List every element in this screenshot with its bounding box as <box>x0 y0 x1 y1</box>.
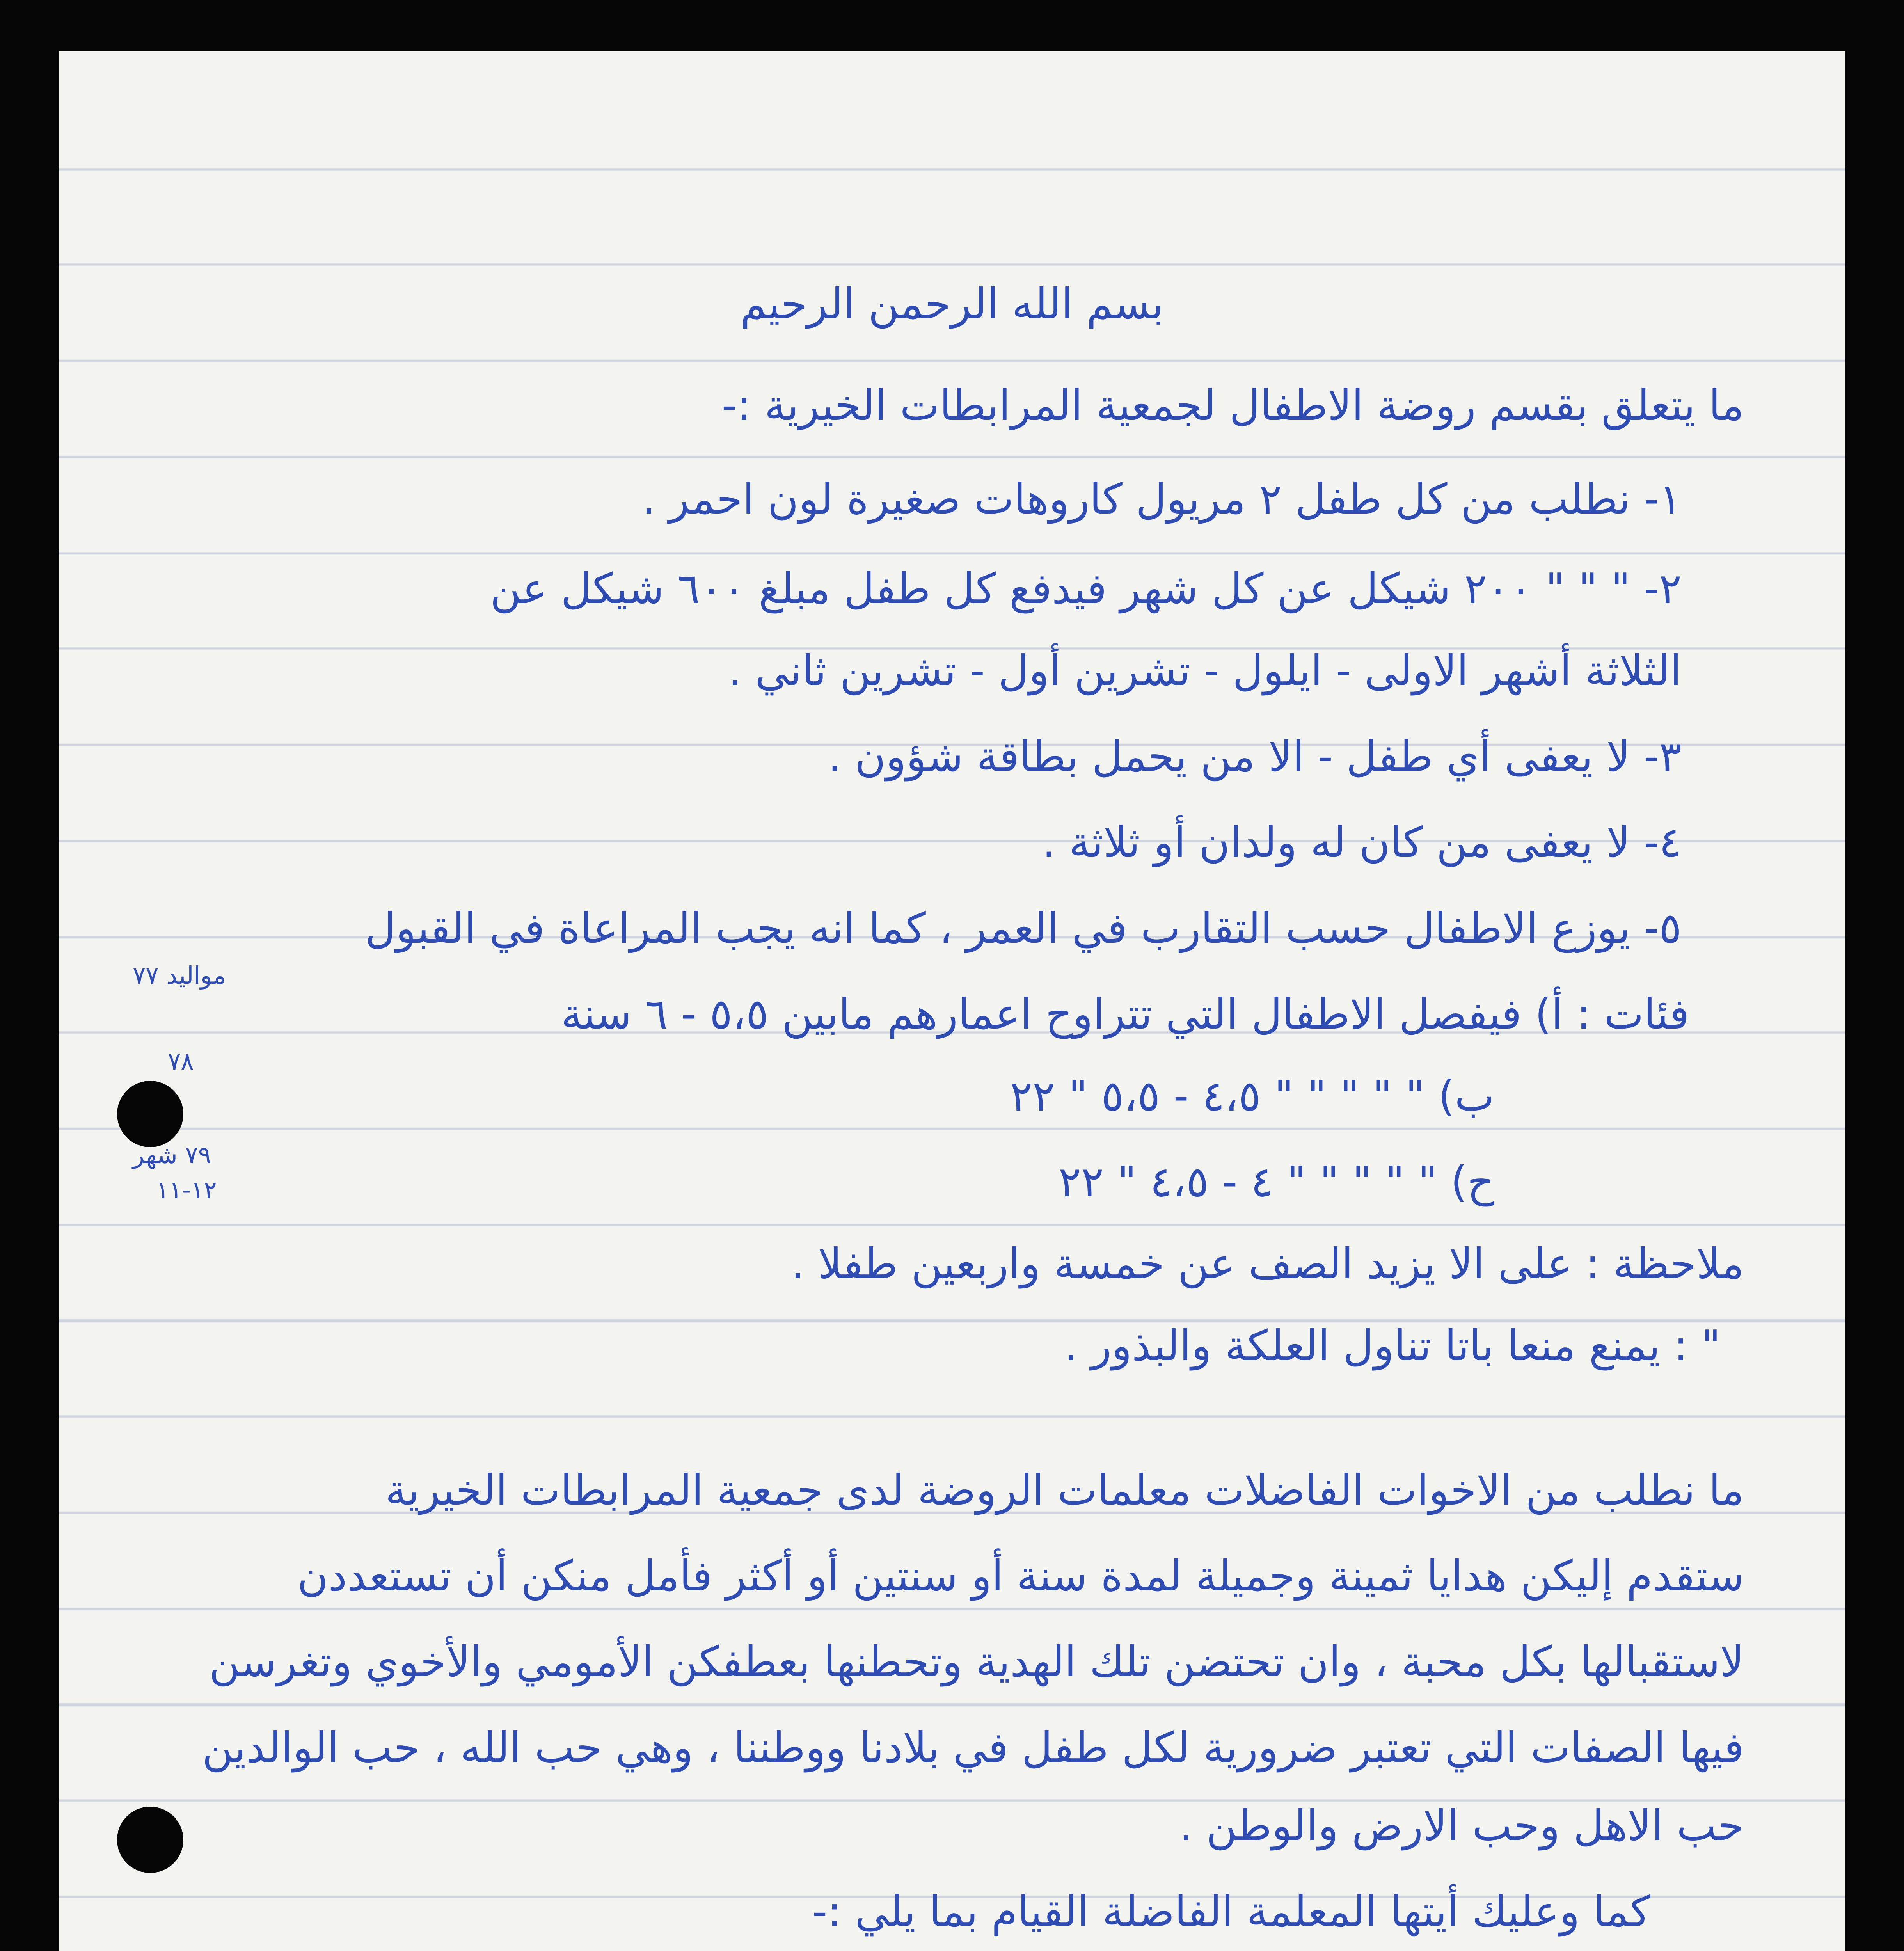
document-page <box>59 51 1845 1951</box>
margin-note: ٧٩ شهر <box>133 1141 211 1169</box>
margin-note: ١٢-١١ <box>156 1176 217 1204</box>
paragraph-line: فيها الصفات التي تعتبر ضرورية لكل طفل في بلادنا ووطننا ، وهي حب الله ، حب الوالدين <box>202 1724 1744 1772</box>
paragraph-line: كما وعليك أيتها المعلمة الفاضلة القيام بما يلي :- <box>812 1887 1650 1936</box>
document-title: ما يتعلق بقسم روضة الاطفال لجمعية المرابطات الخيرية :- <box>721 381 1744 430</box>
margin-note: ٧٨ <box>168 1047 194 1075</box>
basmala: بسم الله الرحمن الرحيم <box>740 280 1164 329</box>
list-item: ٥- يوزع الاطفال حسب التقارب في العمر ، كما انه يجب المراعاة في القبول <box>365 904 1682 953</box>
list-item: ٤- لا يعفى من كان له ولدان أو ثلاثة . <box>1042 818 1682 867</box>
paragraph-line: حب الاهل وحب الارض والوطن . <box>1179 1802 1744 1850</box>
note-line: ملاحظة : على الا يزيد الصف عن خمسة واربعين طفلا . <box>791 1240 1744 1288</box>
list-item: الثلاثة أشهر الاولى - ايلول - تشرين أول - تشرين ثاني . <box>728 647 1682 695</box>
list-item: ب) " " " " " ٤،٥ - ٥،٥ " ٢٢ <box>1010 1072 1494 1121</box>
list-item: ١- نطلب من كل طفل ٢ مريول كاروهات صغيرة لون احمر . <box>642 475 1682 524</box>
paragraph-line: ستقدم إليكن هدايا ثمينة وجميلة لمدة سنة أو سنتين أو أكثر فأمل منكن أن تستعددن <box>297 1552 1744 1601</box>
list-item: ح) " " " " " ٤ - ٤،٥ " ٢٢ <box>1058 1158 1494 1206</box>
paragraph-line: لاستقبالها بكل محبة ، وان تحتضن تلك الهدية وتحطنها بعطفكن الأمومي والأخوي وتغرسن <box>209 1638 1744 1686</box>
list-item: فئات : أ) فيفصل الاطفال التي تتراوح اعمارهم مابين ٥،٥ - ٦ سنة <box>561 990 1689 1039</box>
note-line: " : يمنع منعا باتا تناول العلكة والبذور . <box>1064 1322 1721 1370</box>
list-item: ٣- لا يعفى أي طفل - الا من يحمل بطاقة شؤون . <box>828 732 1682 781</box>
paragraph-line: ما نطلب من الاخوات الفاضلات معلمات الروضة لدى جمعية المرابطات الخيرية <box>385 1466 1744 1515</box>
margin-note: مواليد ٧٧ <box>133 961 226 990</box>
list-item: ٢- " " " ٢٠٠ شيكل عن كل شهر فيدفع كل طفل مبلغ ٦٠٠ شيكل عن <box>490 565 1682 613</box>
